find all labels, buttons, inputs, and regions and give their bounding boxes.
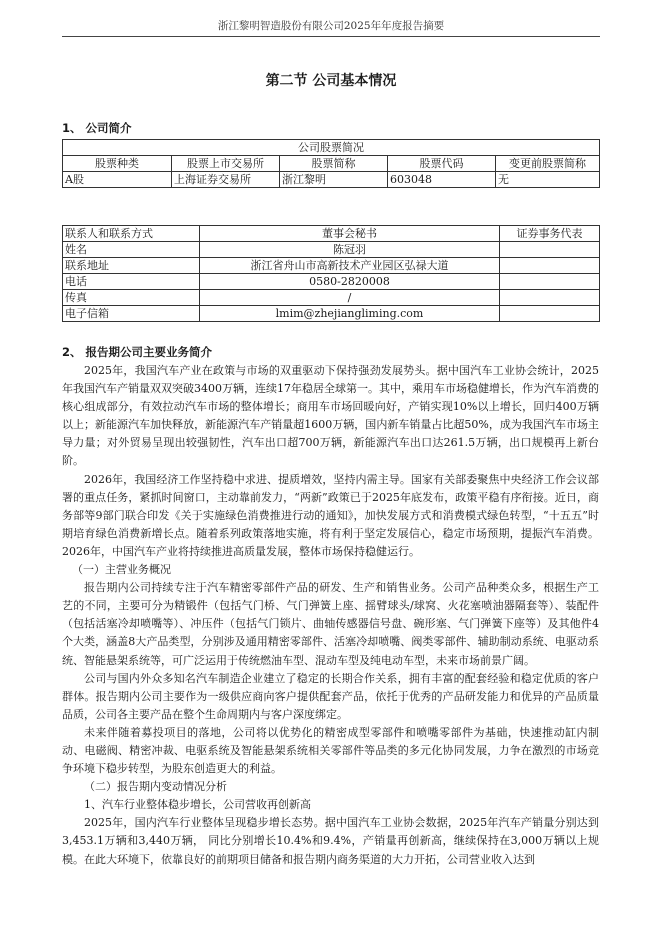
subheading: （二）报告期内变动情况分析 (84, 780, 227, 794)
table-row (63, 258, 600, 274)
paragraph: 2025年，国内汽车行业整体呈现稳步增长态势。据中国汽车工业协会数据，2025年汽车产销量分别达到3,453.1万辆和3,440万辆， 同比分别增长10.4%和9.4%，产销量再创新高，继续保持在3,000万辆以上规模。在此大环境下，依靠良好的前期项目储备和报告期内商务渠道的大力开拓，公司营业收入达到 (62, 816, 599, 866)
table-cell: lmim@zhejiangliming.com (200, 306, 500, 322)
table-cell (500, 242, 600, 258)
contact-info-table (62, 225, 600, 322)
paragraph: 公司与国内外众多知名汽车制造企业建立了稳定的长期合作关系，拥有丰富的配套经验和稳定优质的客户群体。报告期内公司主要作为一级供应商向客户提供配套产品，依托于优秀的产品研发能力和优异的产品质量品质，公司各主要产品在整个生命周期内与客户深度绑定。 (62, 671, 599, 721)
company-profile-heading: 1、 公司简介 (62, 121, 132, 135)
table-cell: 姓名 (63, 242, 200, 258)
table-cell: 无 (496, 172, 600, 188)
table-cell: 浙江省舟山市高新技术产业园区弘禄大道 (200, 258, 500, 274)
table-cell (500, 274, 600, 290)
table-row (63, 274, 600, 290)
paragraph: 2026年，我国经济工作坚持稳中求进、提质增效，坚持内需主导。国家有关部委聚焦中央经济工作会议部署的重点任务，紧抓时间窗口，主动靠前发力，“两新”政策已于2025年底发布，政策平稳有序衔接。近日，商务部等9部门联合印发《关于实施绿色消费推进行动的通知》，加快发展方式和消费模式绿色转型，“十五五”时期培育绿色消费新增长点。随着系列政策落地实施，将有利于坚定发展信心，稳定市场预期，提振汽车消费。2026年，中国汽车产业将持续推进高质量发展，整体市场保持稳健运行。 (62, 472, 599, 558)
table-cell: 浙江黎明 (280, 172, 388, 188)
table-cell: 电话 (63, 274, 200, 290)
table-row (63, 242, 600, 258)
table-header-cell: 股票简称 (280, 156, 388, 172)
table-row (63, 226, 600, 242)
table-cell: 603048 (388, 172, 496, 188)
table-header-cell: 证券事务代表 (500, 226, 600, 242)
paragraph: 报告期内公司持续专注于汽车精密零部件产品的研发、生产和销售业务。公司产品种类众多，根据生产工艺的不同，主要可分为精锻件（包括气门桥、气门弹簧上座、摇臂球头/球窝、火花塞喷油器隔套等）、装配件（包括活塞冷却喷嘴等）、冲压件（包括气门锁片、曲轴传感器信号盘、碗形塞、气门弹簧下座等）及其他件4个大类，涵盖8大产品类型，分别涉及通用精密零部件、活塞冷却喷嘴、阀类零部件、辅助制动系统、电驱动系统、智能悬架系统等，可广泛运用于传统燃油车型、混动车型及纯电动车型，未来市场前景广阔。 (62, 581, 599, 667)
table-header-cell: 股票上市交易所 (172, 156, 280, 172)
body-text (62, 362, 599, 869)
table-cell: / (200, 290, 500, 306)
table-cell: 陈冠羽 (200, 242, 500, 258)
section-title: 第二节 公司基本情况 (265, 73, 397, 89)
table-header-cell: 股票种类 (63, 156, 172, 172)
business-overview-heading: 2、 报告期公司主要业务简介 (62, 345, 213, 359)
page-header: 浙江黎明智造股份有限公司2025年年度报告摘要 (62, 18, 600, 37)
table-header-cell: 联系人和联系方式 (63, 226, 200, 242)
stock-info-table (62, 139, 600, 188)
table-cell: 联系地址 (63, 258, 200, 274)
table-row (63, 140, 600, 156)
table-cell: A股 (63, 172, 172, 188)
table-cell (500, 306, 600, 322)
subheading: （一）主营业务概况 (72, 563, 171, 577)
table-row (63, 156, 600, 172)
paragraph: 未来伴随着募投项目的落地，公司将以优势化的精密成型零部件和喷嘴零部件为基础，快速推动缸内制动、电磁阀、精密冲裁、电驱系统及智能悬架系统相关零部件等品类的多元化协同发展，力争在激烈的市场竞争环境下稳步转型，为股东创造更大的利益。 (62, 725, 599, 776)
table-cell: 0580-2820008 (200, 274, 500, 290)
table-header-cell: 股票代码 (388, 156, 496, 172)
subheading: 1、汽车行业整体稳步增长，公司营收再创新高 (84, 798, 311, 812)
table-cell (500, 290, 600, 306)
table-row (63, 306, 600, 322)
table-row (63, 290, 600, 306)
table-cell: 传真 (63, 290, 200, 306)
table-header-cell: 董事会秘书 (200, 226, 500, 242)
paragraph: 2025年，我国汽车产业在政策与市场的双重驱动下保持强劲发展势头。据中国汽车工业协会统计，2025年我国汽车产销量双双突破3400万辆，连续17年稳居全球第一。其中，乘用车市场稳健增长，作为汽车消费的核心组成部分，有效拉动汽车市场的整体增长；商用车市场回暖向好，产销实现10%以上增长，回归400万辆以上；新能源汽车加快释放，新能源汽车产销量超1600万辆，国内新车销量占比超50%，成为我国汽车市场主导力量；对外贸易呈现出较强韧性，汽车出口超700万辆，新能源汽车出口达261.5万辆，出口规模再上新台阶。 (62, 364, 599, 468)
table-row (63, 172, 600, 188)
table-cell: 上海证券交易所 (172, 172, 280, 188)
table-cell (500, 258, 600, 274)
stock-table-caption: 公司股票简况 (63, 140, 600, 156)
table-cell: 电子信箱 (63, 306, 200, 322)
table-header-cell: 变更前股票简称 (496, 156, 600, 172)
